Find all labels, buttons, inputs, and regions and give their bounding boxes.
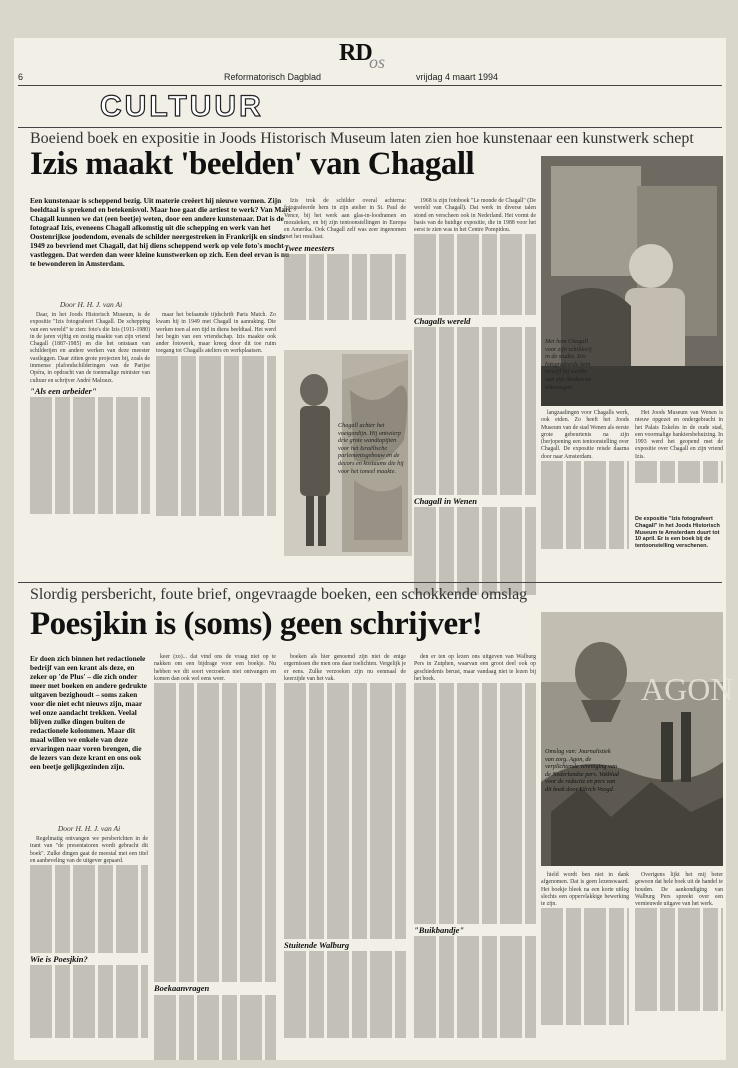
article1-byline: Door H. H. J. van Ai — [59, 300, 123, 309]
article1-subhead-3: Chagalls wereld — [414, 315, 471, 326]
article1-subhead-4: Chagall in Wenen — [414, 495, 477, 506]
article2-col6-text: Overigens lijkt het mij beter gewoon dat hele boek uit de handel te houden. De aankondiging van Walburg Pers spreekt over een vernieuwde uitgave van het werk. — [635, 872, 723, 908]
article2-col1-text: Regelmatig ontvangen we persberichten in de trant van "de presentatoren wordt gebracht dit boek". Zulke dingen gaat de meestal met een titel en aanbeveling van de uitgever gepaard. — [30, 836, 148, 864]
article2-subhead-3: Stuitende Walburg — [284, 939, 350, 950]
article2-lead: Er doen zich binnen het redactionele bedrijf van een krant als deze, en zeker op 'de Plus' – die zich onder meer met boeken en andere gedrukte uitgaven bezighoudt – soms zaken voor die niet echt nieuws zijn, maar wel onze aandacht trekken. Veelal blijven zulke dingen buiten de redactionele kolommen. Maar dit maal willen we enkele van deze ervaringen naar voren brengen, die de lezers van deze krant en ons ook een beetje gelijkgezinden zijn. — [30, 654, 147, 771]
exhibition-note: De expositie "Izis fotografeert Chagall" in het Joods Historisch Museum te Amsterdam duurt tot 10 april. Er is een boek bij de tentoonstelling verschenen. — [635, 516, 720, 550]
article1-subhead-2: Twee meesters — [284, 242, 335, 253]
logo-suffix: os — [369, 52, 386, 72]
article2-caption: Omslag van: Journalistiek van zorg. Agon, de verplichtende vereniging van de Nederlandse pers. Vakblad voor de redactie en pers van dit boek door Ulrich Voogd. — [545, 748, 619, 793]
article2-byline: Door H. H. J. van Ai — [57, 824, 121, 833]
agon-cover-title: AGON — [641, 671, 734, 707]
article1-column-5 — [541, 410, 629, 572]
article2-subhead-4: "Buikbandje" — [414, 924, 465, 935]
article1-col3-text: Izis trok de schilder overal achterna: fotografeerde hem in zijn atelier in St. Paul de Vence, bij het werk aan glas-in-loodramen en mozaïeken, en bij zijn tentoonstellingen in Europa en Amerika. Ook Chagall zelf was zeer ingenomen met het resultaat. — [284, 198, 406, 241]
article1-col5-text: langzaalingen voor Chagalls werk, ook eiden. Zo heeft het Joods Museum van de stad Wenen als eerste grote gebeurtenis na zijn (her)opening een tentoonstelling over Chagall. De expositie reisde daarna door naar Amsterdam. — [541, 410, 629, 460]
article2-subhead-1: Wie is Poesjkin? — [30, 953, 88, 964]
article1-column-4 — [414, 198, 536, 558]
issue-date: vrijdag 4 maart 1994 — [416, 72, 499, 82]
article1-kicker: Boeiend boek en expositie in Joods Historisch Museum laten zien hoe kunstenaar een kunstwerk schept — [30, 130, 694, 147]
logo-rd: RD — [339, 40, 372, 66]
article2-column-5 — [541, 872, 629, 1056]
article1-column-6 — [635, 410, 723, 510]
article1-col1-text: Daar, in het Joods Historisch Museum, is de expositie "Izis fotografeert Chagall. De schepping van een wereld" te zien: foto's die Izis (1911-1980) in de jaren vijftig en zestig maakte van zijn vriend Chagall (1887-1985) en die het ontstaan van schilderijen en andere werken van deze meester vastleggen. Daar zitten grote projecten bij, zoals de immense plafondschilderingen van de Parijse Opéra, in opdracht van de toenmalige minister van cultuur en schrijver André Malraux. — [30, 312, 150, 384]
article1-caption-2: Met hem Chagall voor zijn schilderij in de studio. Izis fotografeerde hem terwijl hij werkte aan zijn doeken en tekeningen. — [545, 338, 592, 391]
article2-column-6 — [635, 872, 723, 1056]
article1-caption-1: Chagall achter het voetgordijn. Hij ontwierp drie grote wandtapijten voor het Israëlische parlementsgebouw en de decors en kostuums die hij voor het toneel maakte. — [338, 422, 404, 475]
article-divider — [18, 582, 722, 583]
section-title: CULTUUR — [100, 90, 264, 123]
article2-col4-text: den er ten op lezen ons uitgeven van Walburg Pers in Zutphen, waarvan een groot deel ook op geschiedenis berust, maar vandaag niet te lezen bij het boek. — [414, 654, 536, 682]
article2-column-1 — [30, 836, 148, 1056]
article2-col3-text: boeken als hier genoemd zijn niet de enige ergernissen die men ons daar toelichten. Vergelijk je er eens. Zulke verzoeken zijn nu eenmaal de keerzijde van het vak. — [284, 654, 406, 682]
article1-column-3 — [284, 198, 406, 348]
page-number: 6 — [18, 72, 24, 82]
article1-column-2 — [156, 312, 276, 562]
article2-column-2 — [154, 654, 276, 1056]
article2-headline: Poesjkin is (soms) geen schrijver! — [30, 606, 483, 642]
newspaper-page — [14, 38, 734, 1060]
article1-col4-text: 1968 is zijn fotoboek "Le monde de Chagall" (De wereld van Chagall). Dat werk in diverse talen stond en verscheen ook in Nederland. Het vormt de basis van de huidige expositie, die in 1988 voor het eerst te zien was in het Centre Pompidou. — [414, 198, 536, 234]
agon-cover-photo — [541, 612, 734, 866]
article2-kicker: Slordig persbericht, foute brief, ongevraagde boeken, een schokkende omslag — [30, 586, 528, 603]
paper-name: Reformatorisch Dagblad — [224, 72, 322, 82]
article1-col6-text: Het Joods Museum van Wenen is nieuw opgezet en ondergebracht in het Palais Eskeles in de oude stad, een voormalige bankiersbehuizing. In 1993 werd het geopend met de expositie over Chagall en zijn vriend Izis. — [635, 410, 723, 460]
article2-col5-text: hield wordt ben niet in dank afgenomen. Dat is geen lezenswaard. Het boekje bleek na een korte uitleg slechts een oppervlakkige bewerking te zijn. — [541, 872, 629, 908]
article2-subhead-2: Boekaanvragen — [154, 983, 210, 994]
article1-subhead-1: "Als een arbeider" — [30, 385, 97, 396]
article2-col2-text: keer (zo)... dat vind ons de vraag niet op te nakken om een bijdrage voor een boekje. Nu hebben we dit soort verzoeken niet ontvangen en komen dan ook wel eens weer. — [154, 654, 276, 682]
section-rule — [18, 127, 722, 128]
article1-headline: Izis maakt 'beelden' van Chagall — [30, 146, 475, 182]
article1-lead: Een kunstenaar is scheppend bezig. Uit materie creëert hij nieuwe vormen. Zijn beeldtaal is sprekend en betekenisvol. Maar hoe gaat die artiest te werk? Van Marc Chagall kunnen we dat (een beetje) weten, door een andere kunstenaar. Dat is de fotograaf Izis, eveneens Chagall afkomstig uit die schepping en werk van het Oostenrijkse joodendom, evenals de schilder neergestreken in Frankrijk en sinds 1949 zo bevriend met Chagall, dat hij diens scheppend werk op vele foto's mocht vastleggen. Dat werden dan weer kleine kunstwerken op zich. Een deel ervan is nu te bewonderen in Amsterdam. — [30, 196, 292, 268]
article2-column-3 — [284, 654, 406, 1056]
article2-column-4 — [414, 654, 536, 1056]
header-rule — [18, 85, 722, 86]
article1-col2-text: maar het befaamde tijdschrift Paris Match. Zo kwam hij in 1949 met Chagall in aanraking. Die werken toen al een tijd in diens beeldtaal. Het werd het begin van een vriendschap. Izis maakte ook ander fotowerk, maar kreeg door dit toe ruim toegang tot Chagalls ateliers en werkplaatsen. — [156, 312, 276, 355]
article1-column-1 — [30, 312, 150, 562]
